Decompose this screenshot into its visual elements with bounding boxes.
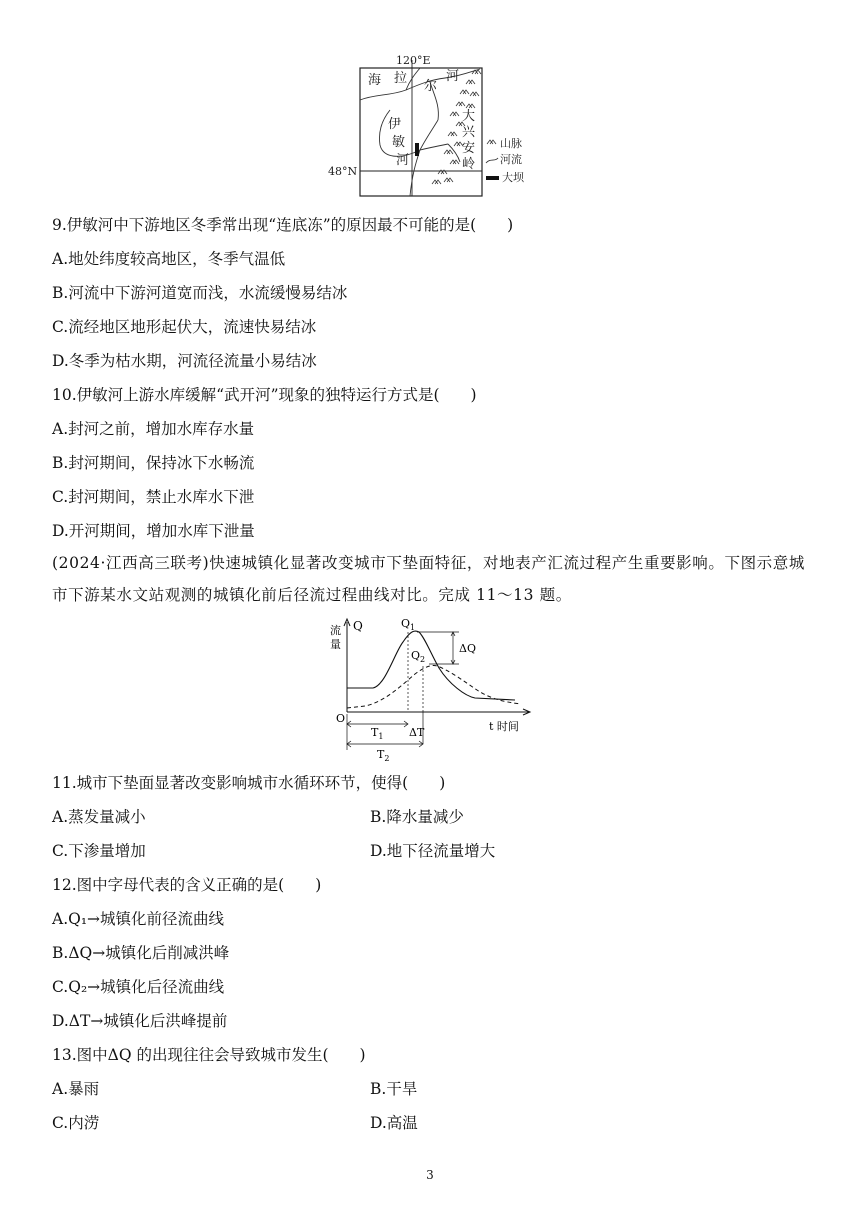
page-number: 3 <box>426 1168 434 1182</box>
map-label-er: 尔 <box>424 79 438 94</box>
map-label-he: 河 <box>446 69 460 84</box>
lon-label: 120°E <box>396 54 431 67</box>
question-12-option-d: D.ΔT→城镇化后洪峰提前 <box>52 1012 228 1030</box>
y-axis-symbol: Q <box>353 619 363 633</box>
question-9-stem: 9.伊敏河中下游地区冬季常出现“连底冻”的原因最不可能的是( ) <box>52 216 514 234</box>
label-delta-q: ΔQ <box>459 642 476 655</box>
series-dashed-curve <box>347 665 521 708</box>
map-label-he2: 河 <box>396 153 410 168</box>
question-12-stem: 12.图中字母代表的含义正确的是( ) <box>52 876 322 894</box>
question-13-stem: 13.图中ΔQ 的出现往往会导致城市发生( ) <box>52 1046 366 1064</box>
intro-paragraph: (2024·江西高三联考)快速城镇化显著改变城市下垫面特征，对地表产汇流过程产生重要影响。下图示意城市下游某水文站观测的城镇化前后径流过程曲线对比。完成 11～13 题。 <box>52 554 805 604</box>
label-q2: $Q_2$ <box>411 649 426 664</box>
question-10-stem: 10.伊敏河上游水库缓解“武开河”现象的独特运行方式是( ) <box>52 386 477 404</box>
map-label-hai: 海 <box>368 73 382 88</box>
question-9-option-a: A.地处纬度较高地区，冬季气温低 <box>52 250 286 268</box>
y-axis-label-2: 量 <box>330 638 341 651</box>
question-10-option-d: D.开河期间，增加水库下泄量 <box>52 522 255 540</box>
question-10-option-c: C.封河期间，禁止水库水下泄 <box>52 488 255 506</box>
question-13-option-b: B.干旱 <box>370 1080 418 1098</box>
map-label-min: 敏 <box>392 135 406 150</box>
dam-marker <box>415 143 419 156</box>
question-9-option-b: B.河流中下游河道宽而浅，水流缓慢易结冰 <box>52 284 348 302</box>
question-12-option-a: A.Q₁→城镇化前径流曲线 <box>52 910 225 928</box>
lat-label: 48°N <box>328 165 358 178</box>
map-legend <box>486 137 525 184</box>
y-axis-label-1: 流 <box>330 624 341 637</box>
question-13-option-c: C.内涝 <box>52 1114 100 1132</box>
question-11-stem: 11.城市下垫面显著改变影响城市水循环环节，使得( ) <box>52 774 446 792</box>
river-map <box>320 50 540 198</box>
question-12-option-c: C.Q₂→城镇化后径流曲线 <box>52 978 225 996</box>
question-11-option-a: A.蒸发量减小 <box>52 808 146 826</box>
question-11-option-b: B.降水量减少 <box>370 808 464 826</box>
question-10-option-a: A.封河之前，增加水库存水量 <box>52 420 255 438</box>
map-label-yi: 伊 <box>388 117 402 132</box>
map-label-da: 大 <box>462 109 476 124</box>
map-label-xing: 兴 <box>462 125 476 140</box>
legend-label-dam: 大坝 <box>502 171 524 184</box>
question-11-option-d: D.地下径流量增大 <box>370 842 496 860</box>
hydrograph-chart <box>325 612 535 762</box>
dam-icon <box>486 176 499 180</box>
question-10-option-b: B.封河期间，保持冰下水畅流 <box>52 454 255 472</box>
series-solid-curve <box>347 631 515 700</box>
question-13-option-d: D.高温 <box>370 1114 418 1132</box>
label-delta-t: ΔT <box>409 726 425 739</box>
map-label-la: 拉 <box>394 71 408 86</box>
question-13-option-a: A.暴雨 <box>52 1080 100 1098</box>
question-9-option-c: C.流经地区地形起伏大，流速快易结冰 <box>52 318 317 336</box>
question-11-option-c: C.下渗量增加 <box>52 842 146 860</box>
river-icon <box>486 158 498 163</box>
question-12-option-b: B.ΔQ→城镇化后削减洪峰 <box>52 944 230 962</box>
map-label-ling: 岭 <box>462 157 476 172</box>
x-axis-label: t 时间 <box>489 720 519 733</box>
label-q1: $Q_1$ <box>401 617 416 632</box>
legend-label-river: 河流 <box>500 153 522 166</box>
legend-label-mountain: 山脉 <box>500 137 522 150</box>
mountain-icon <box>487 140 496 144</box>
question-9-option-d: D.冬季为枯水期，河流径流量小易结冰 <box>52 352 317 370</box>
label-t2: $T_2$ <box>377 748 390 762</box>
origin-label: O <box>336 712 346 725</box>
map-label-an: 安 <box>462 141 476 156</box>
label-t1: $T_1$ <box>371 726 384 741</box>
